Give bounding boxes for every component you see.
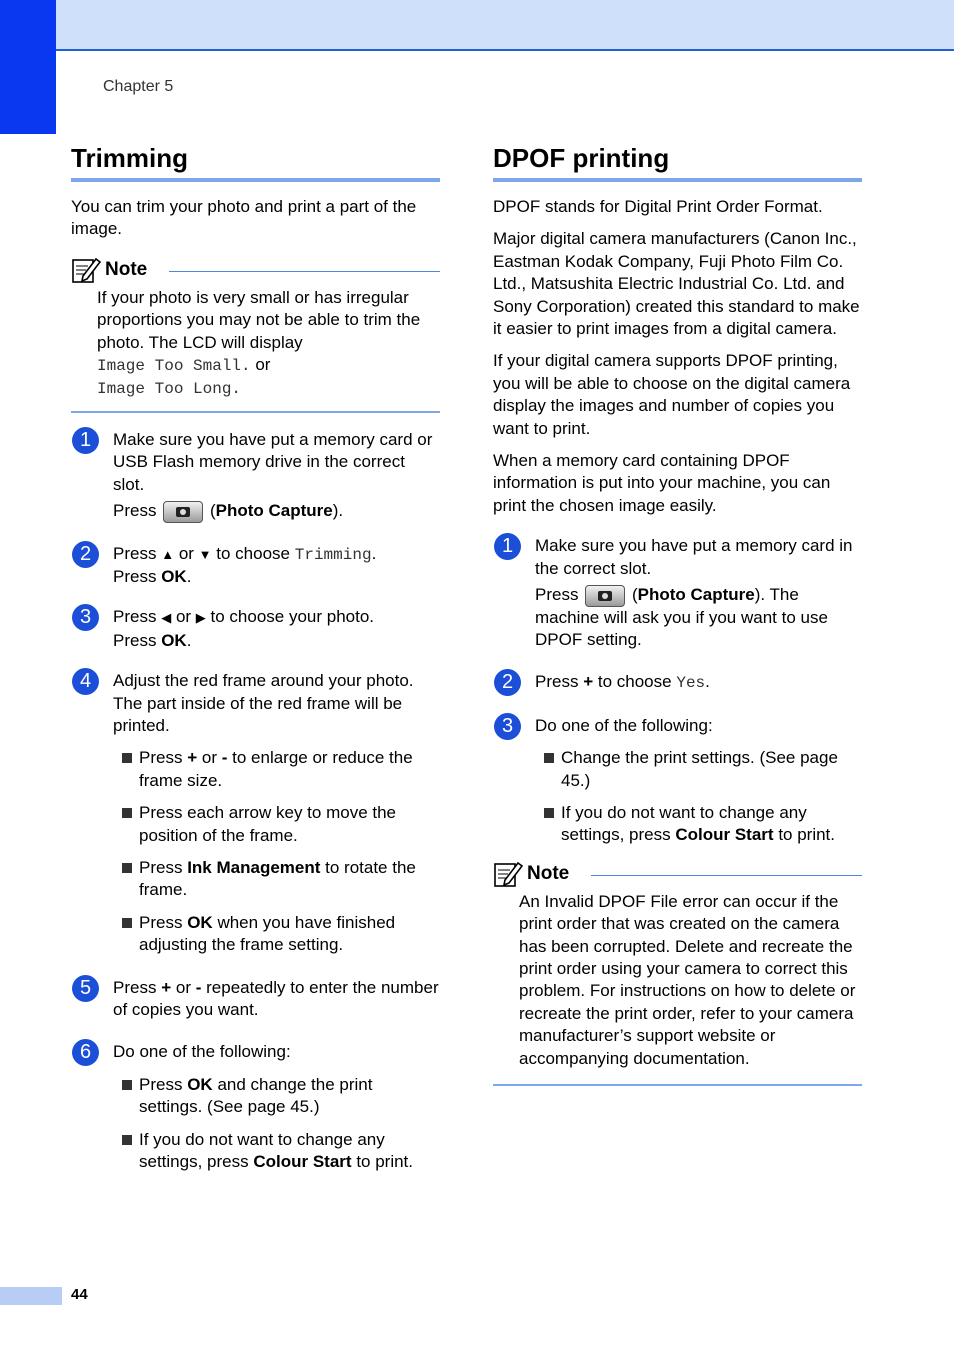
note-or: or	[250, 355, 271, 375]
colour-start-key-label: Colour Start	[675, 825, 774, 845]
text: .	[186, 566, 192, 586]
step-rest: ). The machine will ask you if you want to use DPOF setting.	[535, 585, 828, 650]
text: Press	[113, 607, 157, 627]
list-item	[113, 1129, 440, 1174]
step-press-line	[113, 500, 440, 523]
step-text: Adjust the red frame around your photo. The part inside of the red frame will be printed.	[113, 671, 414, 736]
step-text: Do one of the following:	[535, 715, 713, 735]
trim-step-3	[71, 606, 440, 652]
photo-capture-key	[163, 501, 203, 523]
text: or	[175, 977, 191, 997]
text: Press	[113, 543, 157, 563]
step-number: 1	[72, 427, 99, 454]
text: or	[201, 748, 217, 768]
photo-capture-key	[585, 585, 625, 607]
note-header	[71, 255, 440, 285]
text: Press	[139, 858, 183, 878]
paren-close: ).	[332, 501, 344, 521]
ok-key-label: OK	[161, 630, 187, 650]
text: to print.	[356, 1152, 414, 1172]
trimming-note	[71, 255, 440, 413]
text: and change the print settings. (See page 45.)	[139, 1074, 373, 1117]
text: Press	[535, 672, 579, 692]
text: Press each arrow key to move the position of the frame.	[139, 803, 397, 845]
text: when you have finished adjusting the frame setting.	[139, 912, 396, 955]
press-word: Press	[113, 501, 157, 521]
dpof-step-2	[493, 671, 862, 694]
text: Press	[113, 630, 157, 650]
trimming-intro: You can trim your photo and print a part of the image.	[71, 197, 417, 239]
trim-step-5	[71, 977, 440, 1022]
step-text: Do one of the following:	[113, 1042, 291, 1062]
list-item	[535, 802, 862, 847]
lcd-option-trimming: Trimming	[294, 545, 372, 564]
ink-management-key-label: Ink Management	[187, 858, 321, 878]
note-rule	[169, 271, 440, 272]
up-arrow-icon: ▲	[161, 546, 175, 562]
text: or	[175, 607, 192, 627]
page-number: 44	[71, 1286, 88, 1303]
text: repeatedly to enter the number of copies you want.	[113, 977, 439, 1020]
lcd-message-long: Image Too Long.	[97, 380, 242, 399]
note-text: If your photo is very small or has irregular proportions you may not be able to trim the photo. The LCD will display	[97, 287, 421, 352]
dpof-step-3-options	[535, 747, 862, 847]
paren-open: (	[209, 501, 216, 521]
header-band	[0, 0, 954, 51]
note-pencil-icon	[71, 256, 101, 284]
plus-key-label: +	[583, 672, 594, 692]
step-number: 2	[72, 541, 99, 568]
step-4-options	[113, 747, 440, 956]
step-number: 4	[72, 668, 99, 695]
text: If you do not want to change any settings, press	[139, 1129, 385, 1172]
step-text	[535, 671, 862, 694]
text: Press	[139, 748, 183, 768]
dpof-paragraph-3: If your digital camera supports DPOF printing, you will be able to choose on the digital camera display the images and number of copies you want to print.	[493, 351, 851, 438]
press-word: Press	[535, 585, 579, 605]
trim-step-4	[71, 670, 440, 956]
dpof-section	[493, 142, 862, 1086]
note-title: Note	[527, 862, 570, 884]
note-pencil-icon	[493, 860, 523, 888]
step-number: 1	[494, 533, 521, 560]
colour-start-key-label: Colour Start	[253, 1152, 352, 1172]
step-text	[113, 977, 440, 1022]
minus-key-label: -	[221, 748, 228, 768]
dpof-title: DPOF printing	[493, 142, 862, 182]
trim-step-6	[71, 1041, 440, 1173]
chapter-label: Chapter 5	[103, 78, 174, 95]
text: Press	[113, 977, 157, 997]
text: .	[705, 672, 710, 692]
text: to enlarge or reduce the frame size.	[139, 748, 413, 790]
dpof-step-3	[493, 715, 862, 847]
trim-step-2	[71, 543, 440, 589]
step-text	[113, 606, 440, 652]
note-body	[97, 287, 440, 401]
text: .	[186, 630, 192, 650]
text: Press	[139, 912, 183, 932]
camera-icon	[598, 591, 612, 601]
step-press-line	[535, 584, 862, 651]
step-number: 2	[494, 669, 521, 696]
step-number: 3	[72, 604, 99, 631]
list-item	[113, 802, 440, 847]
text: .	[371, 543, 377, 563]
plus-key-label: +	[187, 748, 198, 768]
trimming-section	[71, 142, 440, 1174]
ok-key-label: OK	[161, 566, 187, 586]
ok-key-label: OK	[187, 912, 213, 932]
trimming-title: Trimming	[71, 142, 440, 182]
lcd-option-yes: Yes	[676, 674, 706, 693]
dpof-paragraph-2: Major digital camera manufacturers (Canon Inc., Eastman Kodak Company, Fuji Photo Film Co. Ltd., Matsushita Electric Industrial Co. Ltd. and Sony Corporation) created this standard to make it easier to print images from a digital camera.	[493, 229, 860, 339]
list-item	[535, 747, 862, 792]
dpof-paragraph-1: DPOF stands for Digital Print Order Format.	[493, 197, 823, 216]
note-rule	[591, 875, 862, 876]
trim-step-1	[71, 429, 440, 523]
text: Press	[113, 566, 157, 586]
step-number: 6	[72, 1039, 99, 1066]
camera-icon	[176, 507, 190, 517]
step-number: 3	[494, 713, 521, 740]
text: to choose	[216, 543, 291, 563]
text: to choose your photo.	[210, 607, 375, 627]
key-name: Photo Capture	[215, 501, 333, 521]
down-arrow-icon: ▼	[198, 546, 212, 562]
plus-key-label: +	[161, 977, 172, 997]
text: to print.	[778, 825, 836, 845]
list-item	[113, 1074, 440, 1119]
text: to rotate the frame.	[139, 858, 416, 900]
list-item	[113, 857, 440, 902]
text: If you do not want to change any settings, press	[561, 803, 807, 845]
ok-key-label: OK	[187, 1074, 213, 1094]
text: to choose	[597, 672, 672, 692]
step-6-options	[113, 1074, 440, 1174]
text: Change the print settings. (See page 45.)	[561, 748, 838, 790]
list-item	[113, 747, 440, 792]
left-arrow-icon: ◀	[161, 610, 172, 626]
text: or	[178, 543, 194, 563]
page-number-bar	[0, 1287, 62, 1305]
dpof-paragraph-4: When a memory card containing DPOF information is put into your machine, you can print the chosen image easily.	[493, 451, 831, 515]
step-text: Make sure you have put a memory card in the correct slot.	[535, 536, 853, 578]
note-header	[493, 859, 862, 889]
step-number: 5	[72, 975, 99, 1002]
paren-open: (	[631, 585, 638, 605]
dpof-note	[493, 859, 862, 1086]
note-title: Note	[105, 258, 148, 280]
lcd-message-small: Image Too Small.	[97, 357, 251, 376]
step-text	[113, 543, 440, 589]
key-name: Photo Capture	[637, 585, 755, 605]
dpof-step-1	[493, 535, 862, 651]
minus-key-label: -	[195, 977, 202, 997]
right-arrow-icon: ▶	[195, 610, 206, 626]
chapter-tab	[0, 0, 56, 134]
note-body: An Invalid DPOF File error can occur if the print order that was created on the camera has been corrupted. Delete and recreate the print order using your camera to correct this problem. For instructions on how to delete or recreate the print order, refer to your camera manufacturer’s support website or accompanying documentation.	[519, 891, 856, 1068]
list-item	[113, 912, 440, 957]
text: Press	[139, 1074, 183, 1094]
step-text: Make sure you have put a memory card or USB Flash memory drive in the correct slot.	[113, 429, 433, 494]
